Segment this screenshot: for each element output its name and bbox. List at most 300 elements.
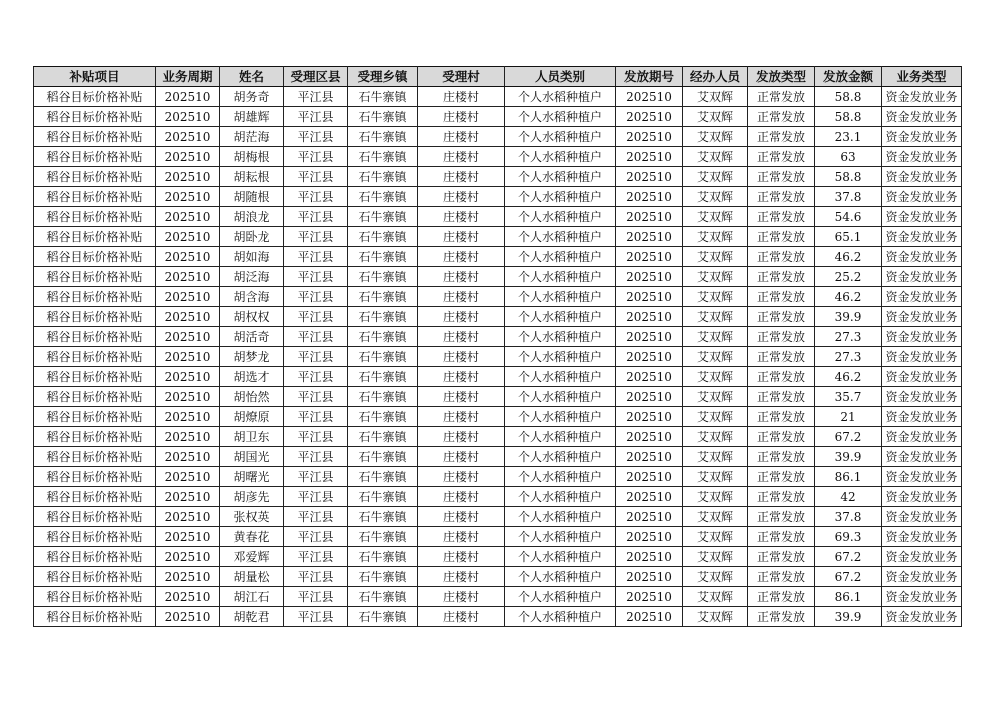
cell-subsidy-item: 稻谷目标价格补贴 [34,147,156,167]
cell-district: 平江县 [284,227,348,247]
cell-issue-type: 正常发放 [748,447,815,467]
cell-handler: 艾双辉 [683,467,748,487]
cell-issue-type: 正常发放 [748,207,815,227]
cell-issue-type: 正常发放 [748,87,815,107]
cell-handler: 艾双辉 [683,347,748,367]
column-header-amount: 发放金额 [815,67,882,87]
cell-township: 石牛寨镇 [348,267,418,287]
cell-issue-type: 正常发放 [748,307,815,327]
cell-amount: 65.1 [815,227,882,247]
cell-business-period: 202510 [156,147,220,167]
cell-business-type: 资金发放业务 [882,147,962,167]
cell-village: 庄楼村 [418,387,505,407]
cell-village: 庄楼村 [418,467,505,487]
cell-name: 张权英 [220,507,284,527]
cell-village: 庄楼村 [418,327,505,347]
table-row [34,487,962,507]
cell-township: 石牛寨镇 [348,107,418,127]
cell-township: 石牛寨镇 [348,347,418,367]
cell-district: 平江县 [284,507,348,527]
cell-village: 庄楼村 [418,487,505,507]
column-header-handler: 经办人员 [683,67,748,87]
cell-issue-number: 202510 [616,407,683,427]
cell-business-type: 资金发放业务 [882,127,962,147]
cell-issue-type: 正常发放 [748,507,815,527]
cell-township: 石牛寨镇 [348,247,418,267]
cell-business-period: 202510 [156,347,220,367]
cell-township: 石牛寨镇 [348,327,418,347]
table-row [34,547,962,567]
cell-person-category: 个人水稻种植户 [505,367,616,387]
cell-handler: 艾双辉 [683,287,748,307]
cell-name: 胡如海 [220,247,284,267]
table-row [34,167,962,187]
cell-handler: 艾双辉 [683,127,748,147]
cell-person-category: 个人水稻种植户 [505,347,616,367]
table-row [34,187,962,207]
cell-district: 平江县 [284,287,348,307]
cell-issue-number: 202510 [616,607,683,627]
cell-amount: 86.1 [815,467,882,487]
cell-subsidy-item: 稻谷目标价格补贴 [34,547,156,567]
cell-business-period: 202510 [156,107,220,127]
table-row [34,407,962,427]
cell-amount: 67.2 [815,427,882,447]
cell-business-period: 202510 [156,87,220,107]
cell-business-type: 资金发放业务 [882,207,962,227]
cell-business-type: 资金发放业务 [882,267,962,287]
cell-name: 胡江石 [220,587,284,607]
cell-amount: 63 [815,147,882,167]
cell-handler: 艾双辉 [683,547,748,567]
cell-business-period: 202510 [156,387,220,407]
table-row [34,327,962,347]
cell-person-category: 个人水稻种植户 [505,587,616,607]
cell-business-period: 202510 [156,567,220,587]
cell-business-period: 202510 [156,307,220,327]
cell-district: 平江县 [284,127,348,147]
cell-business-type: 资金发放业务 [882,587,962,607]
cell-person-category: 个人水稻种植户 [505,247,616,267]
cell-amount: 86.1 [815,587,882,607]
cell-village: 庄楼村 [418,247,505,267]
cell-township: 石牛寨镇 [348,187,418,207]
cell-business-type: 资金发放业务 [882,467,962,487]
cell-amount: 39.9 [815,607,882,627]
cell-person-category: 个人水稻种植户 [505,447,616,467]
cell-township: 石牛寨镇 [348,367,418,387]
cell-district: 平江县 [284,467,348,487]
cell-village: 庄楼村 [418,347,505,367]
cell-name: 黄春花 [220,527,284,547]
table-row [34,287,962,307]
cell-issue-number: 202510 [616,307,683,327]
cell-business-type: 资金发放业务 [882,567,962,587]
table-row [34,107,962,127]
cell-township: 石牛寨镇 [348,507,418,527]
cell-township: 石牛寨镇 [348,207,418,227]
cell-business-type: 资金发放业务 [882,87,962,107]
cell-subsidy-item: 稻谷目标价格补贴 [34,347,156,367]
cell-issue-number: 202510 [616,287,683,307]
cell-issue-number: 202510 [616,127,683,147]
cell-name: 胡梦龙 [220,347,284,367]
cell-business-type: 资金发放业务 [882,247,962,267]
cell-district: 平江县 [284,567,348,587]
cell-issue-number: 202510 [616,387,683,407]
cell-subsidy-item: 稻谷目标价格补贴 [34,267,156,287]
cell-township: 石牛寨镇 [348,447,418,467]
column-header-district: 受理区县 [284,67,348,87]
cell-village: 庄楼村 [418,587,505,607]
cell-name: 胡雄辉 [220,107,284,127]
cell-subsidy-item: 稻谷目标价格补贴 [34,467,156,487]
cell-district: 平江县 [284,107,348,127]
cell-business-type: 资金发放业务 [882,387,962,407]
table-row [34,367,962,387]
cell-name: 胡彦先 [220,487,284,507]
cell-handler: 艾双辉 [683,227,748,247]
cell-village: 庄楼村 [418,167,505,187]
cell-issue-number: 202510 [616,327,683,347]
cell-township: 石牛寨镇 [348,287,418,307]
cell-person-category: 个人水稻种植户 [505,567,616,587]
table-row [34,447,962,467]
cell-name: 胡国光 [220,447,284,467]
cell-business-period: 202510 [156,127,220,147]
cell-subsidy-item: 稻谷目标价格补贴 [34,507,156,527]
cell-issue-number: 202510 [616,87,683,107]
cell-issue-number: 202510 [616,227,683,247]
cell-amount: 58.8 [815,107,882,127]
cell-person-category: 个人水稻种植户 [505,487,616,507]
cell-handler: 艾双辉 [683,567,748,587]
cell-district: 平江县 [284,207,348,227]
cell-district: 平江县 [284,527,348,547]
cell-name: 胡务奇 [220,87,284,107]
cell-village: 庄楼村 [418,227,505,247]
cell-issue-number: 202510 [616,427,683,447]
cell-person-category: 个人水稻种植户 [505,327,616,347]
cell-subsidy-item: 稻谷目标价格补贴 [34,447,156,467]
cell-business-type: 资金发放业务 [882,367,962,387]
cell-district: 平江县 [284,387,348,407]
column-header-issue-number: 发放期号 [616,67,683,87]
cell-business-type: 资金发放业务 [882,307,962,327]
table-body [34,87,962,627]
cell-township: 石牛寨镇 [348,567,418,587]
cell-name: 胡茫海 [220,127,284,147]
table-row [34,387,962,407]
cell-business-period: 202510 [156,227,220,247]
cell-issue-type: 正常发放 [748,567,815,587]
cell-handler: 艾双辉 [683,247,748,267]
subsidy-table-sheet [33,66,961,627]
cell-business-period: 202510 [156,507,220,527]
cell-issue-type: 正常发放 [748,327,815,347]
cell-district: 平江县 [284,327,348,347]
cell-amount: 37.8 [815,507,882,527]
cell-amount: 21 [815,407,882,427]
cell-person-category: 个人水稻种植户 [505,407,616,427]
cell-person-category: 个人水稻种植户 [505,307,616,327]
cell-subsidy-item: 稻谷目标价格补贴 [34,607,156,627]
table-row [34,207,962,227]
cell-amount: 37.8 [815,187,882,207]
column-header-business-type: 业务类型 [882,67,962,87]
cell-issue-type: 正常发放 [748,267,815,287]
cell-subsidy-item: 稻谷目标价格补贴 [34,167,156,187]
cell-business-period: 202510 [156,487,220,507]
cell-township: 石牛寨镇 [348,87,418,107]
cell-person-category: 个人水稻种植户 [505,287,616,307]
cell-business-period: 202510 [156,187,220,207]
cell-district: 平江县 [284,447,348,467]
cell-district: 平江县 [284,587,348,607]
cell-business-period: 202510 [156,527,220,547]
column-header-subsidy-item: 补贴项目 [34,67,156,87]
cell-issue-type: 正常发放 [748,367,815,387]
cell-business-period: 202510 [156,287,220,307]
column-header-person-category: 人员类别 [505,67,616,87]
cell-issue-number: 202510 [616,247,683,267]
cell-amount: 46.2 [815,247,882,267]
cell-business-type: 资金发放业务 [882,547,962,567]
cell-name: 胡随根 [220,187,284,207]
cell-business-type: 资金发放业务 [882,227,962,247]
cell-township: 石牛寨镇 [348,467,418,487]
cell-amount: 67.2 [815,547,882,567]
table-row [34,147,962,167]
cell-district: 平江县 [284,167,348,187]
cell-person-category: 个人水稻种植户 [505,607,616,627]
cell-township: 石牛寨镇 [348,607,418,627]
cell-district: 平江县 [284,267,348,287]
cell-issue-number: 202510 [616,587,683,607]
cell-subsidy-item: 稻谷目标价格补贴 [34,587,156,607]
cell-issue-type: 正常发放 [748,347,815,367]
table-row [34,587,962,607]
cell-district: 平江县 [284,407,348,427]
cell-village: 庄楼村 [418,107,505,127]
cell-amount: 39.9 [815,307,882,327]
cell-district: 平江县 [284,607,348,627]
cell-business-type: 资金发放业务 [882,487,962,507]
cell-person-category: 个人水稻种植户 [505,227,616,247]
table-row [34,227,962,247]
cell-amount: 27.3 [815,327,882,347]
cell-issue-type: 正常发放 [748,527,815,547]
cell-amount: 25.2 [815,267,882,287]
cell-business-type: 资金发放业务 [882,527,962,547]
cell-issue-number: 202510 [616,567,683,587]
cell-issue-type: 正常发放 [748,107,815,127]
cell-district: 平江县 [284,547,348,567]
cell-village: 庄楼村 [418,307,505,327]
cell-handler: 艾双辉 [683,427,748,447]
cell-subsidy-item: 稻谷目标价格补贴 [34,127,156,147]
cell-issue-number: 202510 [616,347,683,367]
cell-name: 邓爱辉 [220,547,284,567]
cell-name: 胡选才 [220,367,284,387]
cell-district: 平江县 [284,367,348,387]
cell-issue-type: 正常发放 [748,287,815,307]
cell-business-type: 资金发放业务 [882,607,962,627]
cell-issue-number: 202510 [616,487,683,507]
cell-person-category: 个人水稻种植户 [505,427,616,447]
cell-business-period: 202510 [156,427,220,447]
cell-business-period: 202510 [156,607,220,627]
cell-amount: 54.6 [815,207,882,227]
column-header-issue-type: 发放类型 [748,67,815,87]
cell-business-type: 资金发放业务 [882,167,962,187]
cell-issue-type: 正常发放 [748,467,815,487]
cell-name: 胡乾君 [220,607,284,627]
cell-issue-type: 正常发放 [748,587,815,607]
cell-person-category: 个人水稻种植户 [505,107,616,127]
cell-township: 石牛寨镇 [348,587,418,607]
cell-village: 庄楼村 [418,427,505,447]
cell-business-type: 资金发放业务 [882,107,962,127]
cell-handler: 艾双辉 [683,107,748,127]
cell-handler: 艾双辉 [683,147,748,167]
cell-amount: 27.3 [815,347,882,367]
cell-district: 平江县 [284,487,348,507]
cell-issue-number: 202510 [616,167,683,187]
cell-issue-type: 正常发放 [748,147,815,167]
cell-village: 庄楼村 [418,127,505,147]
cell-issue-type: 正常发放 [748,187,815,207]
table-header [34,67,962,87]
cell-business-period: 202510 [156,407,220,427]
cell-business-period: 202510 [156,167,220,187]
cell-business-period: 202510 [156,467,220,487]
cell-person-category: 个人水稻种植户 [505,387,616,407]
cell-village: 庄楼村 [418,567,505,587]
cell-village: 庄楼村 [418,547,505,567]
cell-business-period: 202510 [156,207,220,227]
cell-issue-number: 202510 [616,207,683,227]
cell-township: 石牛寨镇 [348,167,418,187]
cell-business-type: 资金发放业务 [882,287,962,307]
cell-person-category: 个人水稻种植户 [505,467,616,487]
cell-village: 庄楼村 [418,507,505,527]
cell-person-category: 个人水稻种植户 [505,507,616,527]
cell-handler: 艾双辉 [683,187,748,207]
table-row [34,247,962,267]
cell-name: 胡含海 [220,287,284,307]
cell-subsidy-item: 稻谷目标价格补贴 [34,247,156,267]
table-row [34,267,962,287]
cell-issue-type: 正常发放 [748,607,815,627]
cell-township: 石牛寨镇 [348,127,418,147]
cell-issue-number: 202510 [616,187,683,207]
cell-business-period: 202510 [156,547,220,567]
cell-name: 胡泛海 [220,267,284,287]
column-header-township: 受理乡镇 [348,67,418,87]
table-row [34,87,962,107]
cell-amount: 46.2 [815,287,882,307]
table-row [34,347,962,367]
cell-handler: 艾双辉 [683,327,748,347]
cell-subsidy-item: 稻谷目标价格补贴 [34,227,156,247]
column-header-business-period: 业务周期 [156,67,220,87]
cell-handler: 艾双辉 [683,207,748,227]
cell-village: 庄楼村 [418,367,505,387]
cell-business-type: 资金发放业务 [882,347,962,367]
cell-person-category: 个人水稻种植户 [505,527,616,547]
cell-business-period: 202510 [156,367,220,387]
cell-issue-type: 正常发放 [748,167,815,187]
cell-person-category: 个人水稻种植户 [505,87,616,107]
cell-person-category: 个人水稻种植户 [505,127,616,147]
cell-business-period: 202510 [156,247,220,267]
cell-subsidy-item: 稻谷目标价格补贴 [34,387,156,407]
cell-amount: 58.8 [815,87,882,107]
table-row [34,427,962,447]
cell-amount: 35.7 [815,387,882,407]
cell-handler: 艾双辉 [683,447,748,467]
cell-handler: 艾双辉 [683,527,748,547]
cell-handler: 艾双辉 [683,267,748,287]
cell-township: 石牛寨镇 [348,547,418,567]
cell-district: 平江县 [284,187,348,207]
cell-name: 胡燎原 [220,407,284,427]
cell-village: 庄楼村 [418,287,505,307]
cell-person-category: 个人水稻种植户 [505,187,616,207]
cell-village: 庄楼村 [418,607,505,627]
cell-subsidy-item: 稻谷目标价格补贴 [34,427,156,447]
cell-issue-type: 正常发放 [748,127,815,147]
cell-person-category: 个人水稻种植户 [505,147,616,167]
cell-issue-number: 202510 [616,107,683,127]
cell-handler: 艾双辉 [683,487,748,507]
table-row [34,567,962,587]
cell-amount: 39.9 [815,447,882,467]
cell-issue-type: 正常发放 [748,227,815,247]
cell-issue-number: 202510 [616,367,683,387]
cell-business-period: 202510 [156,327,220,347]
cell-district: 平江县 [284,87,348,107]
column-header-village: 受理村 [418,67,505,87]
cell-village: 庄楼村 [418,187,505,207]
cell-subsidy-item: 稻谷目标价格补贴 [34,527,156,547]
cell-handler: 艾双辉 [683,407,748,427]
cell-handler: 艾双辉 [683,367,748,387]
cell-handler: 艾双辉 [683,507,748,527]
cell-township: 石牛寨镇 [348,407,418,427]
table-row [34,507,962,527]
cell-village: 庄楼村 [418,407,505,427]
cell-business-type: 资金发放业务 [882,447,962,467]
cell-village: 庄楼村 [418,147,505,167]
cell-district: 平江县 [284,427,348,447]
table-row [34,607,962,627]
cell-issue-type: 正常发放 [748,487,815,507]
table-row [34,467,962,487]
cell-issue-number: 202510 [616,507,683,527]
cell-issue-number: 202510 [616,447,683,467]
cell-issue-type: 正常发放 [748,427,815,447]
cell-township: 石牛寨镇 [348,527,418,547]
cell-township: 石牛寨镇 [348,147,418,167]
cell-village: 庄楼村 [418,87,505,107]
cell-subsidy-item: 稻谷目标价格补贴 [34,107,156,127]
cell-amount: 69.3 [815,527,882,547]
cell-name: 胡卫东 [220,427,284,447]
cell-business-type: 资金发放业务 [882,407,962,427]
cell-handler: 艾双辉 [683,87,748,107]
